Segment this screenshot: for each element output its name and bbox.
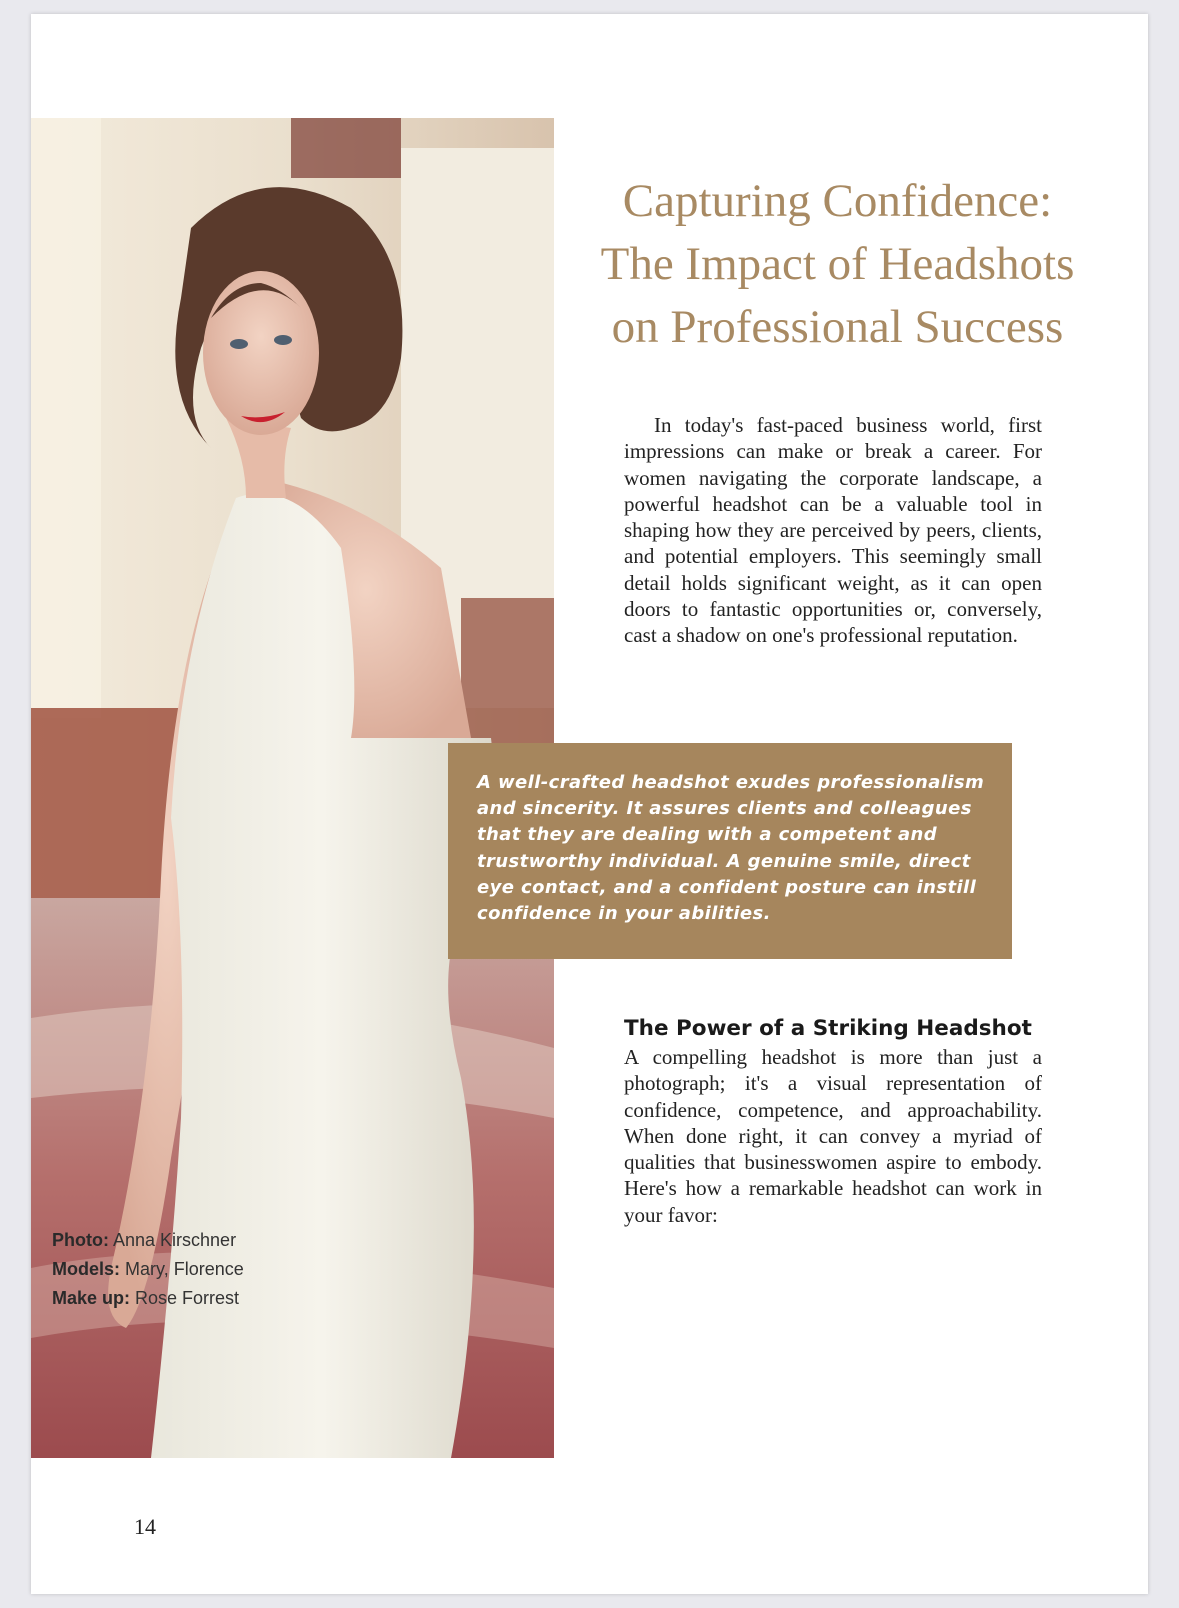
photo-credits [52, 1226, 244, 1313]
pull-quote: A well-crafted headshot exudes professionalism and sincerity. It assures clients and colleagues that they are dealing with a competent and trustworthy individual. A genuine smile, direct eye contact, and a confident posture can instill confidence in your abilities. [448, 743, 1012, 959]
credit-makeup: Make up: Rose Forrest [52, 1288, 240, 1308]
credit-models: Models: Mary, Florence [52, 1259, 244, 1279]
title-line: on Professional Success [611, 301, 1064, 353]
section-heading: The Power of a Striking Headshot [624, 1016, 1032, 1041]
article-title [570, 170, 1105, 359]
title-line: Capturing Confidence: [622, 175, 1053, 227]
title-line: The Impact of Headshots [600, 238, 1075, 290]
intro-paragraph: In today's fast-paced business world, first impressions can make or break a career. For women navigating the corporate landscape, a powerful headshot can be a valuable tool in shaping how they are perceived by peers, clients, and potential employers. This seemingly small detail holds significant weight, as it can open doors to fantastic opportunities or, conversely, cast a shadow on one's professional reputation. [624, 413, 1042, 648]
page-number: 14 [134, 1514, 156, 1539]
credit-photo: Photo: Anna Kirschner [52, 1230, 237, 1250]
section-paragraph: A compelling headshot is more than just a photograph; it's a visual representation of confidence, competence, and approachability. When done right, it can convey a myriad of qualities that businesswomen aspire to embody. Here's how a remarkable headshot can work in your favor: [624, 1045, 1042, 1227]
